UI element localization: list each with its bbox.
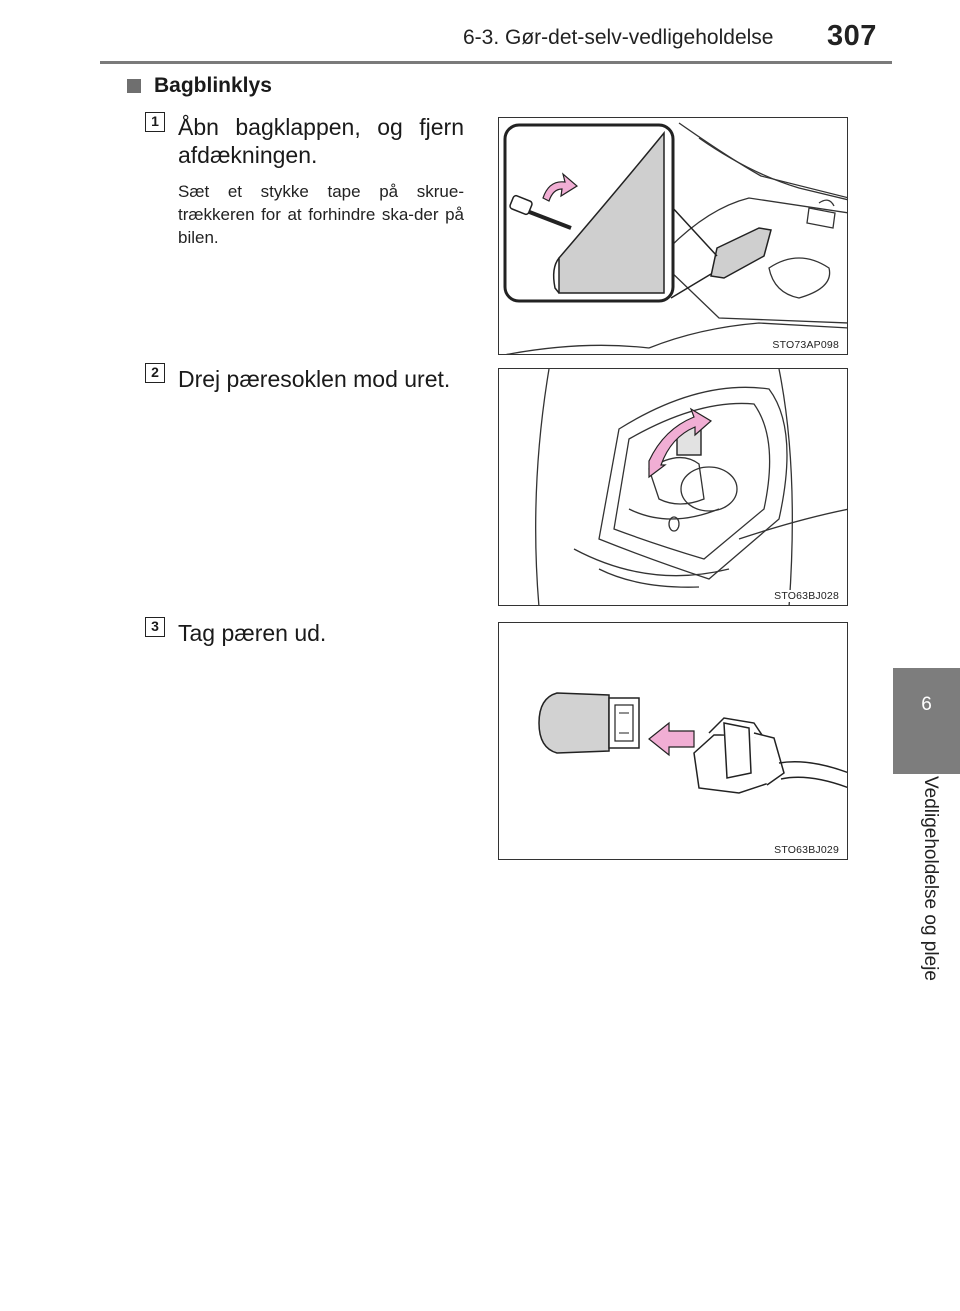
step-1-note: Sæt et stykke tape på skrue-trækkeren for at forhindre ska-der på bilen. (178, 182, 464, 247)
figure-step-1 (498, 117, 848, 355)
square-bullet-icon (127, 79, 141, 93)
section-title: Bagblinklys (154, 74, 272, 97)
figure-code-1: STO73AP098 (772, 339, 839, 351)
pull-arrow-icon (649, 723, 694, 755)
step-2-text: Drej pæresoklen mod uret. (178, 366, 451, 392)
figure-code-2: STO63BJ028 (774, 590, 839, 602)
step-1-text-line1: Åbn bagklappen, og fjern (178, 114, 464, 140)
bulb-glass-icon (539, 693, 609, 753)
chapter-tab: 6 (893, 668, 960, 774)
figure-step-3 (498, 622, 848, 860)
step-number-2: 2 (145, 363, 165, 383)
figure-code-3: STO63BJ029 (774, 844, 839, 856)
step-3-text: Tag pæren ud. (178, 620, 327, 646)
header-title: 6-3. Gør-det-selv-vedligeholdelse (463, 26, 774, 49)
step-1-text-line2: afdækningen. (178, 142, 318, 168)
bulb-removal-illustration (499, 623, 848, 860)
section-heading (127, 74, 272, 98)
chapter-label: Vedligeholdelse og pleje (920, 776, 941, 981)
bulb-socket-illustration (499, 369, 848, 606)
step-number-3: 3 (145, 617, 165, 637)
figure-step-2 (498, 368, 848, 606)
step-number-1: 1 (145, 112, 165, 132)
tailgate-cover-illustration (499, 118, 848, 355)
page-number: 307 (827, 20, 877, 52)
header-rule (100, 61, 892, 64)
